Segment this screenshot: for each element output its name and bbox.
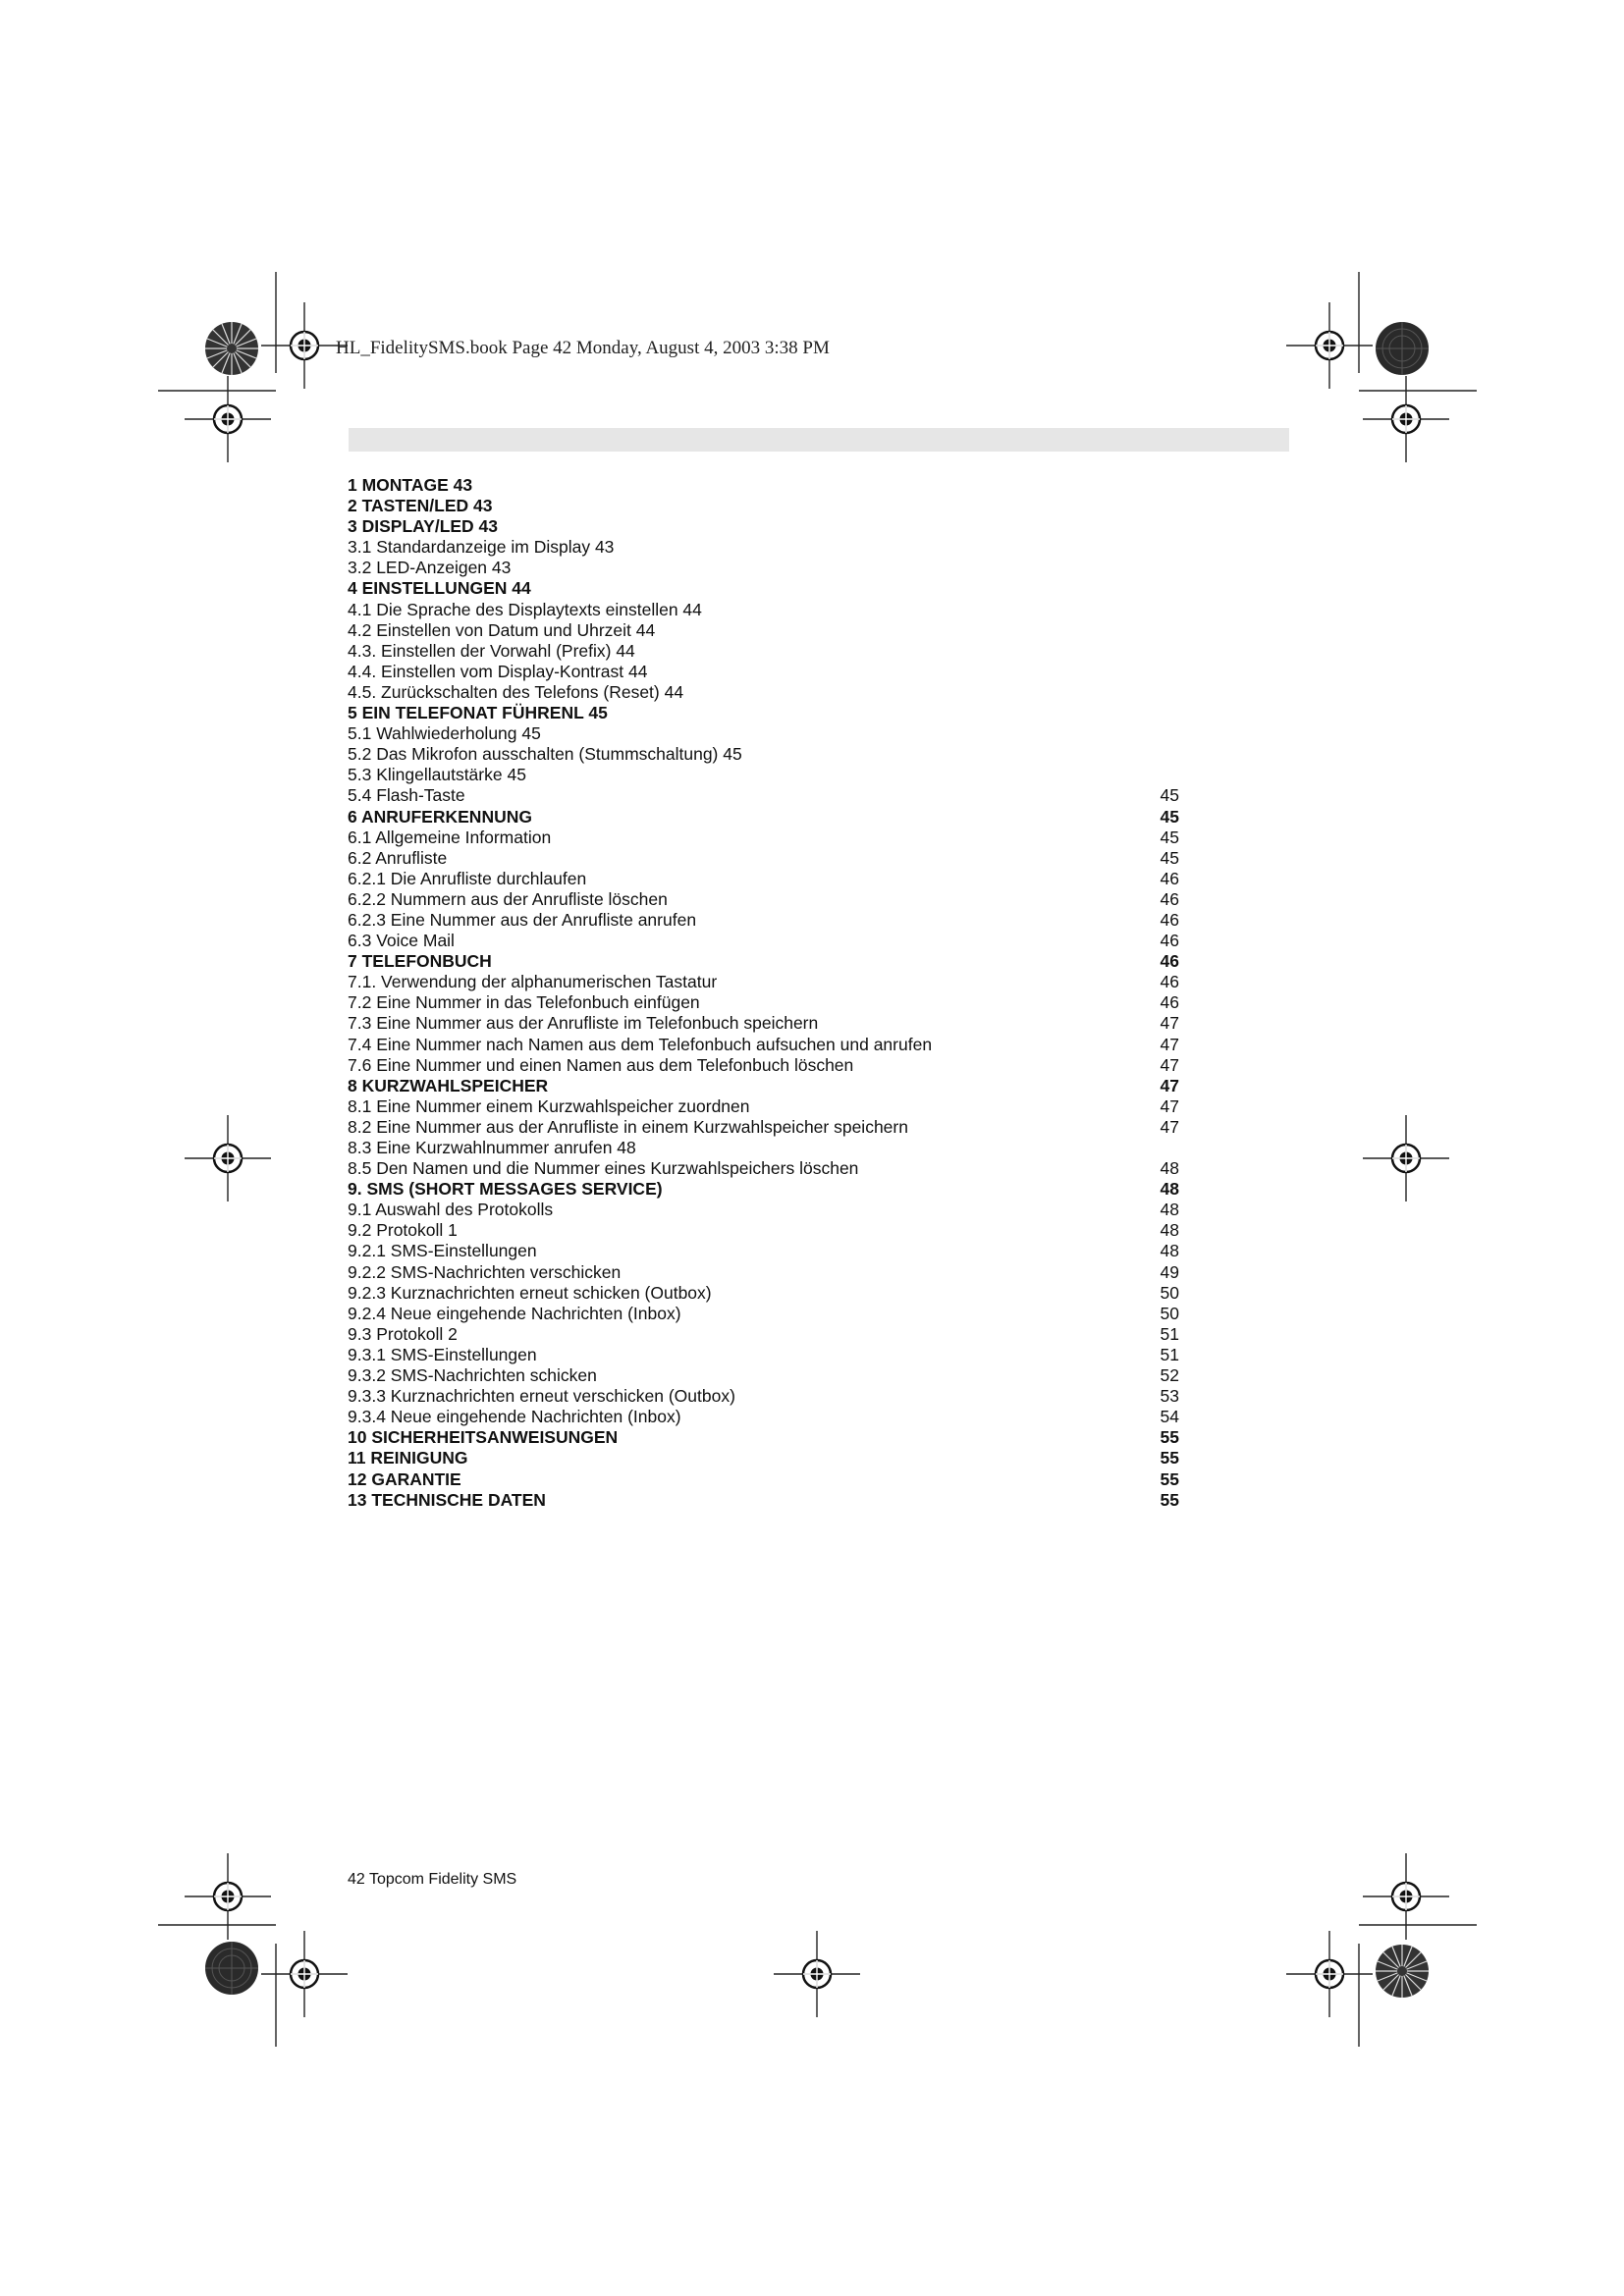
toc-entry-title: 4.2 Einstellen von Datum und Uhrzeit 44 [348,619,656,640]
toc-entry-page: 48 [1160,1200,1179,1220]
toc-entry-title: 4.4. Einstellen vom Display-Kontrast 44 [348,661,648,681]
toc-entry-title: 13 TECHNISCHE DATEN [348,1489,546,1510]
toc-entry-page: 46 [1160,868,1179,888]
toc-entry-page: 50 [1160,1282,1179,1303]
toc-entry-page: 45 [1160,827,1179,847]
toc-entry-page: 50 [1160,1303,1179,1323]
toc-entry-title: 9.2.1 SMS-Einstellungen [348,1241,537,1261]
toc-section-entry [348,620,1179,641]
toc-entry-page: 47 [1160,1095,1179,1116]
toc-entry-title: 7.3 Eine Nummer aus der Anrufliste im Telefonbuch speichern [348,1013,819,1034]
toc-section-entry [348,1262,1179,1283]
toc-entry-title: 4.3. Einstellen der Vorwahl (Prefix) 44 [348,640,635,661]
toc-entry-page: 47 [1160,1075,1179,1095]
toc-section-entry [348,869,1179,889]
toc-entry-title: 8 KURZWAHLSPEICHER [348,1075,549,1095]
toc-entry-title: 3 DISPLAY/LED 43 [348,516,499,537]
toc-entry-title: 8.2 Eine Nummer aus der Anrufliste in einem Kurzwahlspeicher speichern [348,1116,908,1137]
toc-chapter-entry [348,496,1179,516]
toc-entry-page: 48 [1160,1158,1179,1179]
toc-chapter-entry [348,1179,1179,1200]
toc-section-entry [348,910,1179,931]
toc-entry-title: 6.2.1 Die Anrufliste durchlaufen [348,868,587,888]
toc-entry-title: 7.6 Eine Nummer und einen Namen aus dem Telefonbuch löschen [348,1054,854,1075]
toc-entry-page: 55 [1160,1448,1179,1468]
toc-entry-title: 9.2 Protokoll 1 [348,1220,458,1241]
toc-entry-page: 51 [1160,1344,1179,1364]
toc-entry-page: 51 [1160,1323,1179,1344]
toc-entry-title: 6.2.3 Eine Nummer aus der Anrufliste anrufen [348,909,697,930]
toc-section-entry [348,1117,1179,1138]
toc-section-entry [348,1138,1179,1158]
toc-entry-title: 5.1 Wahlwiederholung 45 [348,723,541,744]
toc-section-entry [348,1386,1179,1407]
toc-entry-title: 5.2 Das Mikrofon ausschalten (Stummschaltung) 45 [348,744,742,765]
toc-entry-title: 8.5 Den Namen und die Nummer eines Kurzwahlspeichers löschen [348,1158,859,1179]
toc-section-entry [348,889,1179,910]
toc-entry-page: 55 [1160,1427,1179,1448]
toc-entry-title: 6.3 Voice Mail [348,931,455,951]
toc-section-entry [348,1365,1179,1386]
table-of-contents [348,475,1179,1511]
toc-section-entry [348,765,1179,785]
toc-entry-page: 54 [1160,1407,1179,1427]
toc-entry-title: 8.3 Eine Kurzwahlnummer anrufen 48 [348,1138,636,1157]
toc-chapter-entry [348,578,1179,599]
toc-section-entry [348,1035,1179,1055]
toc-entry-page: 49 [1160,1261,1179,1282]
toc-section-entry [348,744,1179,765]
toc-section-entry [348,1220,1179,1241]
toc-entry-page: 47 [1160,1013,1179,1034]
toc-section-entry [348,1158,1179,1179]
toc-entry-page: 47 [1160,1054,1179,1075]
toc-section-entry [348,1096,1179,1117]
toc-entry-page: 45 [1160,785,1179,806]
toc-chapter-entry [348,1427,1179,1448]
toc-entry-page: 48 [1160,1220,1179,1241]
toc-entry-title: 9.3.3 Kurznachrichten erneut verschicken (Outbox) [348,1386,735,1407]
toc-entry-page: 47 [1160,1034,1179,1054]
toc-entry-page: 47 [1160,1116,1179,1137]
toc-entry-title: 6.2 Anrufliste [348,847,448,868]
toc-chapter-entry [348,516,1179,537]
toc-entry-title: 12 GARANTIE [348,1468,461,1489]
toc-entry-title: 7.2 Eine Nummer in das Telefonbuch einfügen [348,992,700,1013]
toc-section-entry [348,848,1179,869]
toc-entry-page: 46 [1160,909,1179,930]
toc-chapter-entry [348,951,1179,972]
toc-entry-page: 55 [1160,1489,1179,1510]
toc-section-entry [348,972,1179,992]
toc-entry-title: 10 SICHERHEITSANWEISUNGEN [348,1427,619,1448]
toc-section-entry [348,662,1179,682]
toc-section-entry [348,1013,1179,1034]
toc-entry-title: 2 TASTEN/LED 43 [348,496,493,516]
toc-entry-title: 9. SMS (SHORT MESSAGES SERVICE) [348,1179,663,1200]
title-bar [349,428,1289,452]
toc-entry-title: 9.3.2 SMS-Nachrichten schicken [348,1365,597,1386]
toc-section-entry [348,1283,1179,1304]
toc-entry-title: 3.2 LED-Anzeigen 43 [348,558,512,578]
toc-entry-title: 6.2.2 Nummern aus der Anrufliste löschen [348,888,668,909]
toc-entry-page: 48 [1160,1179,1179,1200]
toc-section-entry [348,828,1179,848]
toc-chapter-entry [348,1469,1179,1490]
toc-entry-title: 9.1 Auswahl des Protokolls [348,1200,554,1220]
toc-chapter-entry [348,1076,1179,1096]
toc-entry-title: 7.4 Eine Nummer nach Namen aus dem Telefonbuch aufsuchen und anrufen [348,1034,933,1054]
toc-entry-title: 5.3 Klingellautstärke 45 [348,765,526,785]
toc-entry-title: 4 EINSTELLUNGEN 44 [348,578,531,599]
toc-section-entry [348,641,1179,662]
toc-section-entry [348,785,1179,806]
toc-section-entry [348,723,1179,744]
toc-entry-title: 4.1 Die Sprache des Displaytexts einstellen 44 [348,599,702,619]
toc-section-entry [348,1200,1179,1220]
toc-section-entry [348,931,1179,951]
toc-entry-title: 9.2.4 Neue eingehende Nachrichten (Inbox) [348,1303,681,1323]
toc-entry-page: 46 [1160,972,1179,992]
toc-entry-title: 9.2.3 Kurznachrichten erneut schicken (Outbox) [348,1282,712,1303]
toc-section-entry [348,1407,1179,1427]
toc-entry-page: 48 [1160,1241,1179,1261]
toc-entry-page: 46 [1160,888,1179,909]
toc-section-entry [348,1055,1179,1076]
toc-entry-page: 53 [1160,1386,1179,1407]
toc-entry-title: 7.1. Verwendung der alphanumerischen Tastatur [348,972,718,992]
toc-entry-title: 1 MONTAGE 43 [348,475,473,495]
toc-section-entry [348,682,1179,703]
toc-entry-title: 6 ANRUFERKENNUNG [348,806,532,827]
toc-entry-title: 8.1 Eine Nummer einem Kurzwahlspeicher zuordnen [348,1095,750,1116]
print-header: HL_FidelitySMS.book Page 42 Monday, August 4, 2003 3:38 PM [336,338,830,358]
toc-entry-page: 46 [1160,951,1179,972]
toc-section-entry [348,992,1179,1013]
toc-entry-title: 7 TELEFONBUCH [348,951,492,972]
toc-entry-title: 9.3 Protokoll 2 [348,1323,458,1344]
toc-entry-title: 3.1 Standardanzeige im Display 43 [348,537,615,558]
page-footer: 42 Topcom Fidelity SMS [348,1871,517,1888]
toc-section-entry [348,600,1179,620]
toc-entry-title: 6.1 Allgemeine Information [348,827,552,847]
toc-section-entry [348,558,1179,578]
toc-entry-title: 9.3.4 Neue eingehende Nachrichten (Inbox) [348,1407,681,1427]
toc-entry-title: 9.2.2 SMS-Nachrichten verschicken [348,1261,622,1282]
toc-entry-page: 46 [1160,992,1179,1013]
toc-chapter-entry [348,1490,1179,1511]
toc-entry-title: 11 REINIGUNG [348,1448,468,1468]
toc-entry-page: 55 [1160,1468,1179,1489]
toc-entry-page: 45 [1160,806,1179,827]
toc-chapter-entry [348,703,1179,723]
toc-chapter-entry [348,807,1179,828]
toc-chapter-entry [348,1448,1179,1468]
toc-entry-title: 5 EIN TELEFONAT FÜHRENL 45 [348,703,608,723]
toc-section-entry [348,1304,1179,1324]
toc-chapter-entry [348,475,1179,496]
toc-entry-title: 5.4 Flash-Taste [348,785,465,806]
toc-section-entry [348,1345,1179,1365]
toc-section-entry [348,1324,1179,1345]
toc-entry-page: 52 [1160,1365,1179,1386]
toc-entry-title: 9.3.1 SMS-Einstellungen [348,1344,537,1364]
toc-entry-page: 46 [1160,931,1179,951]
toc-entry-title: 4.5. Zurückschalten des Telefons (Reset) 44 [348,681,684,702]
toc-section-entry [348,1241,1179,1261]
toc-entry-page: 45 [1160,847,1179,868]
toc-section-entry [348,537,1179,558]
